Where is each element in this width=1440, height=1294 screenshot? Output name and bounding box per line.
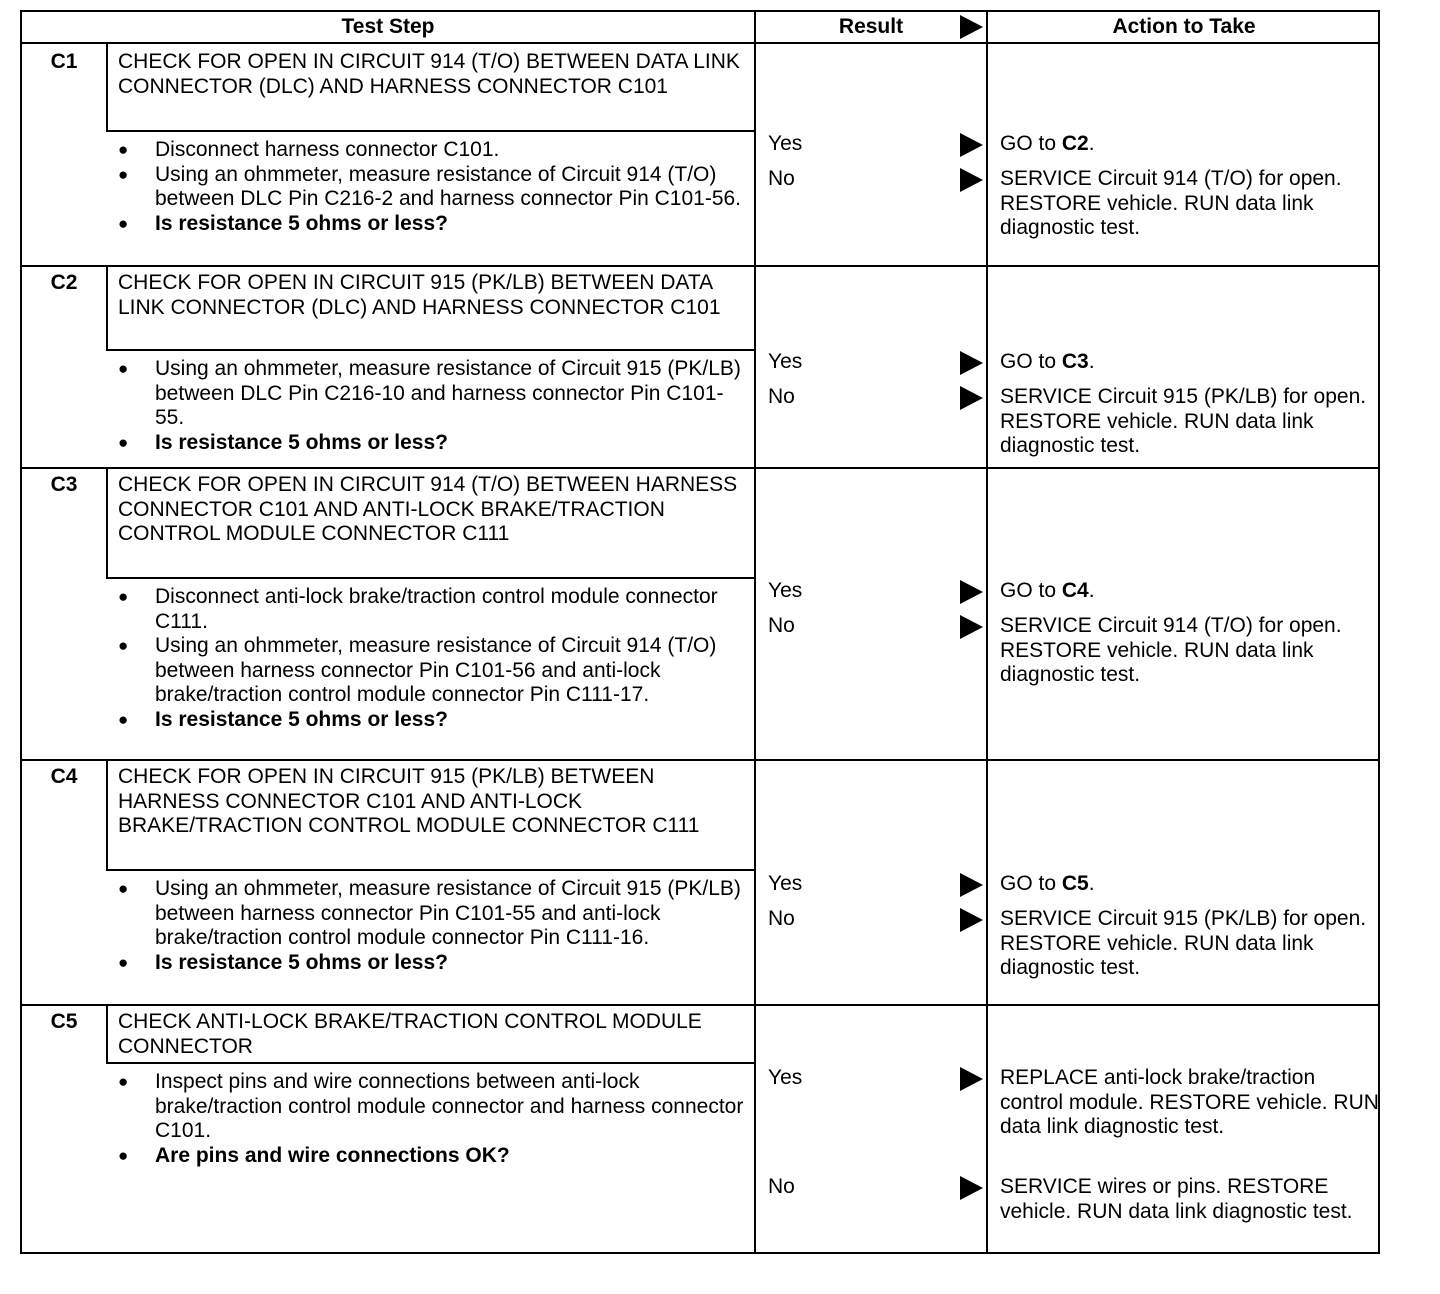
step-question: ● Is resistance 5 ohms or less? xyxy=(118,212,748,237)
yes-arrow-icon xyxy=(960,351,983,375)
instruction-item: ● Using an ohmmeter, measure resistance of Circuit 914 (T/O) between harness connector Pin C101-56 and anti-lock brake/traction control module connector Pin C111-17. xyxy=(118,634,748,708)
action-yes-suffix: . xyxy=(1088,132,1095,155)
result-yes: Yes xyxy=(768,579,803,602)
result-no: No xyxy=(768,167,795,190)
step-separator xyxy=(22,1004,1380,1006)
step-separator xyxy=(22,759,1380,761)
action-yes xyxy=(1000,350,1380,375)
header-test-step: Test Step xyxy=(341,15,435,38)
title-underline xyxy=(106,349,754,351)
result-yes: Yes xyxy=(768,1066,803,1089)
no-arrow-icon xyxy=(960,386,983,410)
action-no: SERVICE Circuit 915 (PK/LB) for open. RESTORE vehicle. RUN data link diagnostic test. xyxy=(1000,385,1367,457)
step-id-divider xyxy=(106,467,108,577)
table-header xyxy=(22,12,1378,44)
action-yes-target: C2 xyxy=(1061,132,1089,155)
action-yes-suffix: . xyxy=(1088,872,1095,895)
yes-arrow-icon xyxy=(960,133,983,157)
step-id: C4 xyxy=(50,765,78,788)
action-yes-text: GO to xyxy=(1000,132,1062,155)
action-yes-target: C4 xyxy=(1061,579,1089,602)
action-yes-text: GO to xyxy=(1000,872,1062,895)
step-instructions xyxy=(118,877,748,975)
result-no: No xyxy=(768,907,795,930)
step-instructions xyxy=(118,357,748,455)
action-yes xyxy=(1000,579,1380,604)
result-yes: Yes xyxy=(768,350,803,373)
step-id-divider xyxy=(106,1004,108,1062)
step-id: C5 xyxy=(50,1010,78,1033)
header-action: Action to Take xyxy=(1112,15,1256,38)
result-yes: Yes xyxy=(768,132,803,155)
action-yes xyxy=(1000,1066,1380,1140)
instruction-item: ● Using an ohmmeter, measure resistance of Circuit 914 (T/O) between DLC Pin C216-2 and harness connector Pin C101-56. xyxy=(118,163,748,212)
no-arrow-icon xyxy=(960,908,983,932)
result-no: No xyxy=(768,1175,795,1198)
step-id: C1 xyxy=(50,50,78,73)
step-title: CHECK FOR OPEN IN CIRCUIT 914 (T/O) BETWEEN HARNESS CONNECTOR C101 AND ANTI-LOCK BRAKE/TRACTION CONTROL MODULE CONNECTOR C111 xyxy=(118,473,738,545)
title-underline xyxy=(106,130,754,132)
action-yes xyxy=(1000,872,1380,897)
step-id: C3 xyxy=(50,473,78,496)
instruction-item: ● Using an ohmmeter, measure resistance of Circuit 915 (PK/LB) between harness connector Pin C101-55 and anti-lock brake/traction control module connector Pin C111-16. xyxy=(118,877,748,951)
action-yes xyxy=(1000,132,1380,157)
yes-arrow-icon xyxy=(960,580,983,604)
step-title: CHECK FOR OPEN IN CIRCUIT 915 (PK/LB) BETWEEN HARNESS CONNECTOR C101 AND ANTI-LOCK BRAKE/TRACTION CONTROL MODULE CONNECTOR C111 xyxy=(118,765,700,837)
action-yes-suffix: . xyxy=(1088,579,1095,602)
no-arrow-icon xyxy=(960,168,983,192)
action-yes-target: C3 xyxy=(1061,350,1089,373)
action-no: SERVICE wires or pins. RESTORE vehicle. RUN data link diagnostic test. xyxy=(1000,1175,1353,1223)
step-separator xyxy=(22,467,1380,469)
step-id-divider xyxy=(106,265,108,349)
step-title: CHECK FOR OPEN IN CIRCUIT 915 (PK/LB) BETWEEN DATA LINK CONNECTOR (DLC) AND HARNESS CONNECTOR C101 xyxy=(118,271,721,319)
instruction-item: ● Disconnect anti-lock brake/traction control module connector C111. xyxy=(118,585,748,634)
action-yes-target: C5 xyxy=(1061,872,1089,895)
yes-arrow-icon xyxy=(960,873,983,897)
step-title: CHECK ANTI-LOCK BRAKE/TRACTION CONTROL MODULE CONNECTOR xyxy=(118,1010,702,1058)
step-question: ● Is resistance 5 ohms or less? xyxy=(118,431,748,456)
no-arrow-icon xyxy=(960,615,983,639)
instruction-item: ● Using an ohmmeter, measure resistance of Circuit 915 (PK/LB) between DLC Pin C216-10 and harness connector Pin C101-55. xyxy=(118,357,748,431)
action-yes-suffix: . xyxy=(1088,350,1095,373)
result-no: No xyxy=(768,385,795,408)
title-underline xyxy=(106,1062,754,1064)
title-underline xyxy=(106,577,754,579)
instruction-item: ● Inspect pins and wire connections between anti-lock brake/traction control module connector and harness connector C101. xyxy=(118,1070,748,1144)
step-instructions xyxy=(118,1070,748,1168)
step-id-divider xyxy=(106,759,108,869)
step-instructions xyxy=(118,138,748,236)
instruction-item: ● Disconnect harness connector C101. xyxy=(118,138,748,163)
action-no: SERVICE Circuit 914 (T/O) for open. RESTORE vehicle. RUN data link diagnostic test. xyxy=(1000,614,1342,686)
column-divider-action xyxy=(986,12,988,1252)
step-question: ● Are pins and wire connections OK? xyxy=(118,1144,748,1169)
action-yes-text: GO to xyxy=(1000,579,1062,602)
yes-arrow-icon xyxy=(960,1067,983,1091)
step-question: ● Is resistance 5 ohms or less? xyxy=(118,708,748,733)
header-arrow-icon xyxy=(960,15,983,39)
diagnostic-table xyxy=(20,10,1380,1254)
action-no: SERVICE Circuit 915 (PK/LB) for open. RESTORE vehicle. RUN data link diagnostic test. xyxy=(1000,907,1367,979)
step-separator xyxy=(22,265,1380,267)
action-yes-text: REPLACE anti-lock brake/traction control module. RESTORE vehicle. RUN data link diagnostic test. xyxy=(1000,1066,1379,1138)
step-id-divider xyxy=(106,44,108,130)
action-no: SERVICE Circuit 914 (T/O) for open. RESTORE vehicle. RUN data link diagnostic test. xyxy=(1000,167,1342,239)
column-divider-result xyxy=(754,12,756,1252)
step-id: C2 xyxy=(50,271,78,294)
step-question: ● Is resistance 5 ohms or less? xyxy=(118,951,748,976)
title-underline xyxy=(106,869,754,871)
step-title: CHECK FOR OPEN IN CIRCUIT 914 (T/O) BETWEEN DATA LINK CONNECTOR (DLC) AND HARNESS CONNECTOR C101 xyxy=(118,50,740,98)
no-arrow-icon xyxy=(960,1176,983,1200)
result-yes: Yes xyxy=(768,872,803,895)
header-result: Result xyxy=(838,15,904,38)
result-no: No xyxy=(768,614,795,637)
action-yes-text: GO to xyxy=(1000,350,1062,373)
step-instructions xyxy=(118,585,748,732)
